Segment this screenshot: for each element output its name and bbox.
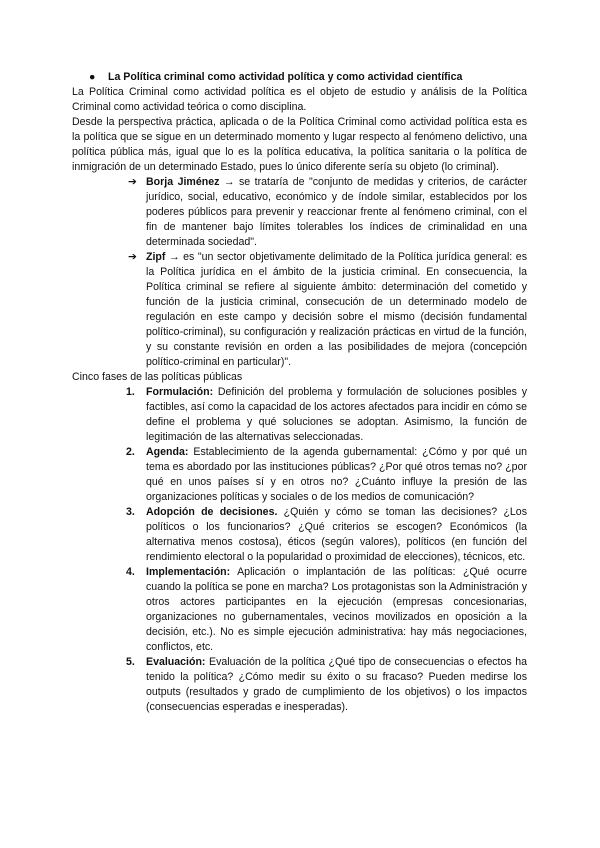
section-heading: [72, 70, 527, 85]
phase-number: 2.: [126, 446, 135, 458]
definition-author: Zipf: [146, 251, 166, 263]
phase-item-adopcion: [72, 505, 527, 565]
phase-text: Establecimiento de la agenda gubernamental: ¿Cómo y por qué un tema es abordado por las instituciones públicas? ¿Por qué otros temas no? ¿por qué en unos países sí y en otros no? ¿Cuánto influye la presión de las organizaciones políticas y sociales o de los medios de comunicación?: [146, 446, 527, 503]
phase-number: 5.: [126, 656, 135, 668]
phase-item-implementacion: [72, 565, 527, 655]
definition-item-borja-jimenez: [72, 175, 527, 250]
phase-item-formulacion: [72, 385, 527, 445]
definition-text: → se trataría de "conjunto de medidas y criterios, de carácter jurídico, social, educativo, económico y de índole similar, establecidos por los poderes públicos para prevenir y reaccionar frente al fenómeno criminal, con el fin de mantener bajo límites tolerables los índices de criminalidad en una determinada sociedad".: [146, 176, 527, 248]
phase-term: Evaluación:: [146, 656, 206, 668]
document-page: [72, 70, 527, 715]
phases-list: [72, 385, 527, 715]
phase-term: Formulación:: [146, 386, 214, 398]
definition-author: Borja Jiménez: [146, 176, 220, 188]
phase-number: 1.: [126, 386, 135, 398]
phase-number: 3.: [126, 506, 135, 518]
phase-term: Implementación:: [146, 566, 231, 578]
phase-term: Agenda:: [146, 446, 189, 458]
phase-item-evaluacion: [72, 655, 527, 715]
phase-term: Adopción de decisiones.: [146, 506, 278, 518]
arrow-icon: ➔: [128, 176, 137, 188]
bullet-icon: ●: [89, 71, 96, 83]
section-heading-text: La Política criminal como actividad política y como actividad científica: [108, 71, 463, 83]
phase-text: ¿Quién y cómo se toman las decisiones? ¿Los políticos o los funcionarios? ¿Qué criterios se escogen? Económicos (la alternativa menos costosa), éticos (según valores), políticos (en función del rendimiento electoral o la popularidad o proximidad de elecciones), técnicos, etc.: [146, 506, 527, 563]
phase-text: Aplicación o implantación de las políticas: ¿Qué ocurre cuando la política se pone en marcha? Los protagonistas son la Administración y otros actores participantes en la ejecución (empresas concesionarias, organizaciones no gubernamentales, vecinos movilizados en oposición a la decisión, etc.). No es simple ejecución administrativa: hay más negociaciones, conflictos, etc.: [146, 566, 527, 653]
intro-paragraph-1: La Política Criminal como actividad política es el objeto de estudio y análisis de la Política Criminal como actividad teórica o como disciplina.: [72, 86, 527, 113]
phase-text: Definición del problema y formulación de soluciones posibles y factibles, así como la capacidad de los actores afectados para incidir en cómo se define el problema y qué soluciones se adoptan. Asimismo, la función de legitimación de las alternativas seleccionadas.: [146, 386, 527, 443]
definition-item-zipf: [72, 250, 527, 370]
phases-title: Cinco fases de las políticas públicas: [72, 371, 243, 383]
phase-number: 4.: [126, 566, 135, 578]
definition-text: → es "un sector objetivamente delimitado de la Política jurídica general: es la Política jurídica en el ámbito de la justicia criminal. En consecuencia, la Política criminal se refiere al siguiente ámbito: determinación del cometido y función de la justicia criminal, consecución de un determinado modelo de regulación en este campo y decisión sobre el mismo (decisión fundamental político-criminal), su configuración y realización prácticas en virtud de la función, y su constante revisión en orden a las posibilidades de mejora (concepción político-criminal en particular)".: [146, 251, 527, 368]
definitions-list: [72, 175, 527, 370]
phase-item-agenda: [72, 445, 527, 505]
phase-text: Evaluación de la política ¿Qué tipo de consecuencias o efectos ha tenido la política? ¿Cómo medir su éxito o su fracaso? Pueden medirse los outputs (resultados y grado de cumplimiento de los objetivos) o los impactos (consecuencias esperadas e inesperadas).: [146, 656, 527, 713]
intro-paragraph-2: Desde la perspectiva práctica, aplicada o de la Política Criminal como actividad política esta es la política que se sigue en un determinado momento y lugar respecto al fenómeno delictivo, una política pública más, igual que lo es la política educativa, la política sanitaria o la política de inmigración de un determinado Estado, pues lo único diferente sería su objeto (lo criminal).: [72, 116, 527, 173]
arrow-icon: ➔: [128, 251, 137, 263]
